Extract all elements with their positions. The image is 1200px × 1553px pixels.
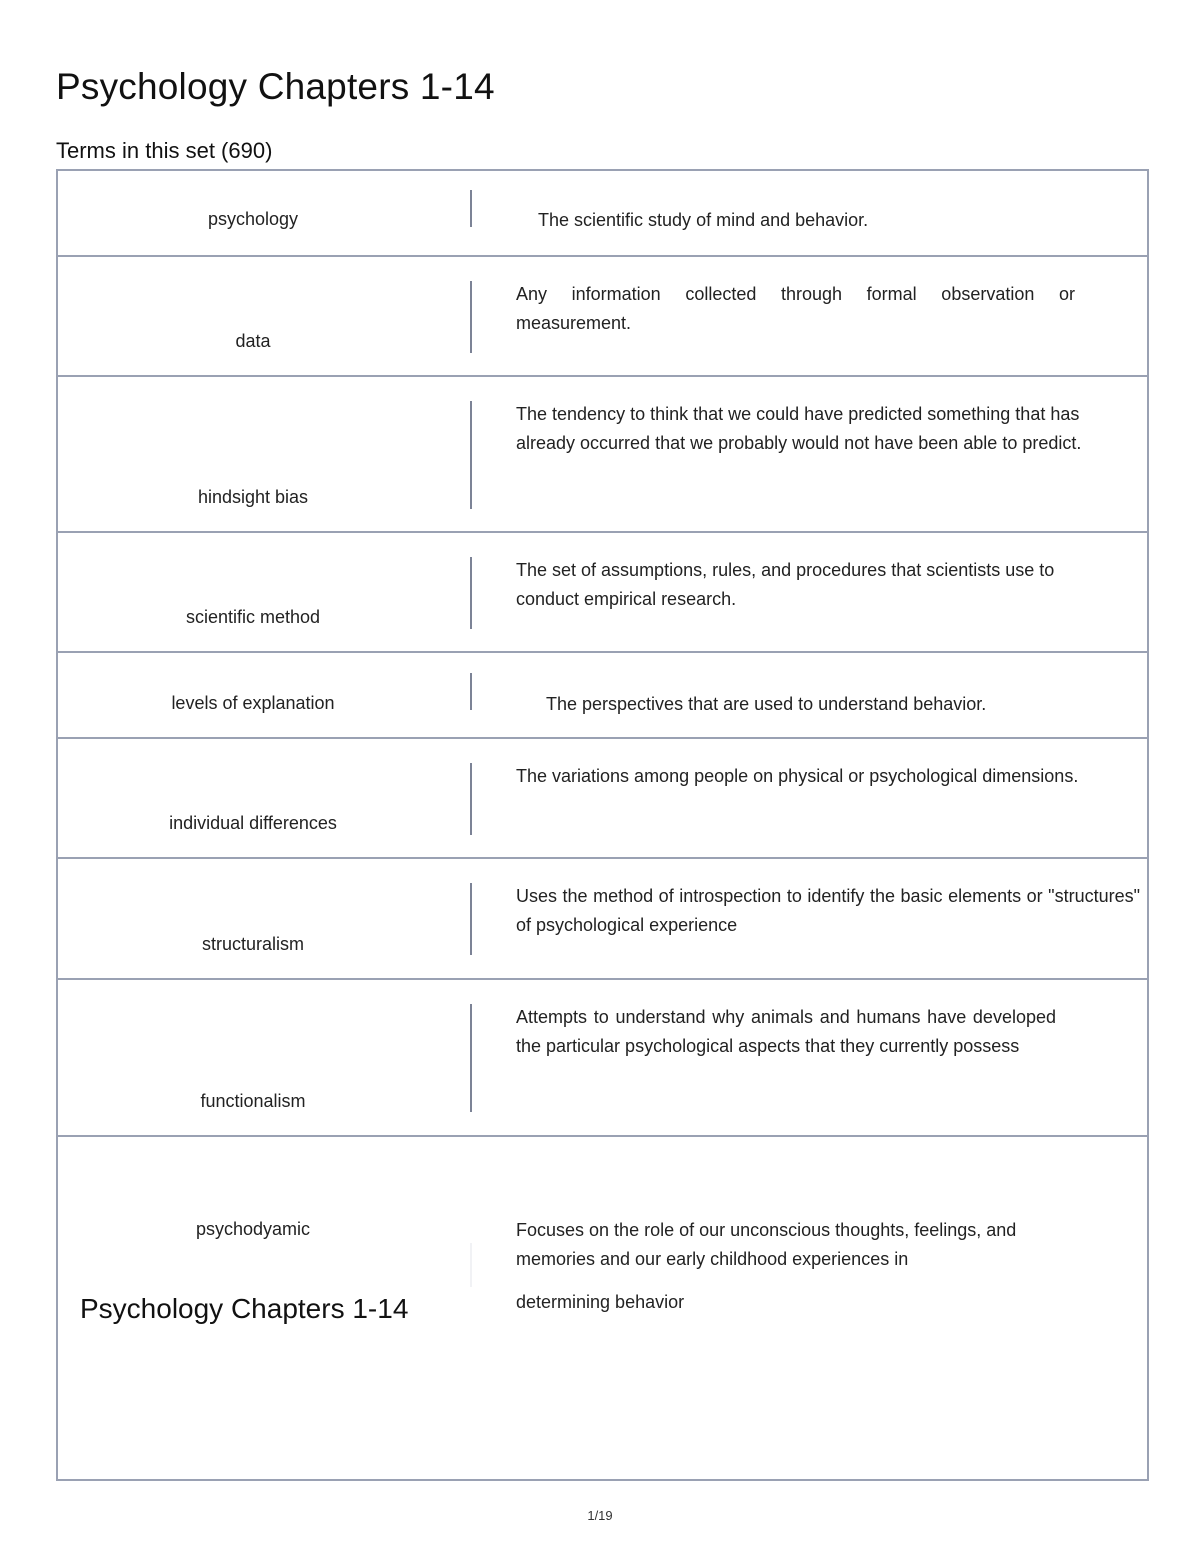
term-label: functionalism (200, 1091, 306, 1111)
page-number: 1/19 (587, 1508, 613, 1523)
term-definition: The variations among people on physical or psychological dimensions. (516, 766, 1079, 786)
row-divider (470, 1243, 472, 1287)
row-divider (470, 883, 472, 955)
terms-count-heading: Terms in this set (690) (56, 138, 273, 163)
row-divider (470, 557, 472, 629)
term-label: data (235, 331, 271, 351)
term-label: psychodyamic (195, 1219, 311, 1239)
term-definition: Any information collected through formal observation or measurement. (516, 284, 1075, 333)
term-row-data (58, 255, 1147, 375)
term-definition: Attempts to understand why animals and humans have developed the particular psychological aspects that they currently possess (516, 1007, 1056, 1056)
term-definition: The set of assumptions, rules, and procedures that scientists use to conduct empirical research. (516, 560, 1055, 609)
term-definition: The perspectives that are used to understand behavior. (546, 694, 987, 714)
row-divider (470, 190, 472, 227)
page-title: Psychology Chapters 1-14 (56, 66, 495, 107)
term-row-functionalism (58, 978, 1147, 1135)
term-label: scientific method (185, 607, 321, 627)
term-row-psychodyamic (58, 1135, 1147, 1479)
row-divider (470, 763, 472, 835)
term-row-levels-of-explanation (58, 651, 1147, 737)
term-definition: The tendency to think that we could have predicted something that has already occurred that we probably would not have been able to predict. (516, 404, 1082, 453)
term-row-individual-differences (58, 737, 1147, 857)
term-row-psychology (58, 171, 1147, 255)
term-label: levels of explanation (171, 693, 335, 713)
term-row-scientific-method (58, 531, 1147, 651)
term-label: psychology (207, 209, 299, 229)
term-definition: Uses the method of introspection to identify the basic elements or "structures" of psychological experience (516, 886, 1140, 935)
term-row-hindsight-bias (58, 375, 1147, 531)
row-divider (470, 401, 472, 509)
term-definition: Focuses on the role of our unconscious thoughts, feelings, and memories and our early childhood experiences in (516, 1220, 1017, 1269)
term-label: hindsight bias (197, 487, 309, 507)
row-divider (470, 281, 472, 353)
row-divider (470, 1004, 472, 1112)
repeated-page-title: Psychology Chapters 1-14 (80, 1293, 409, 1324)
terms-table (56, 169, 1149, 1481)
term-definition: The scientific study of mind and behavior. (538, 210, 869, 230)
term-row-structuralism (58, 857, 1147, 978)
term-label: structuralism (201, 934, 304, 954)
row-divider (470, 673, 472, 710)
term-definition-continued: determining behavior (516, 1292, 685, 1312)
term-label: individual differences (169, 813, 337, 833)
